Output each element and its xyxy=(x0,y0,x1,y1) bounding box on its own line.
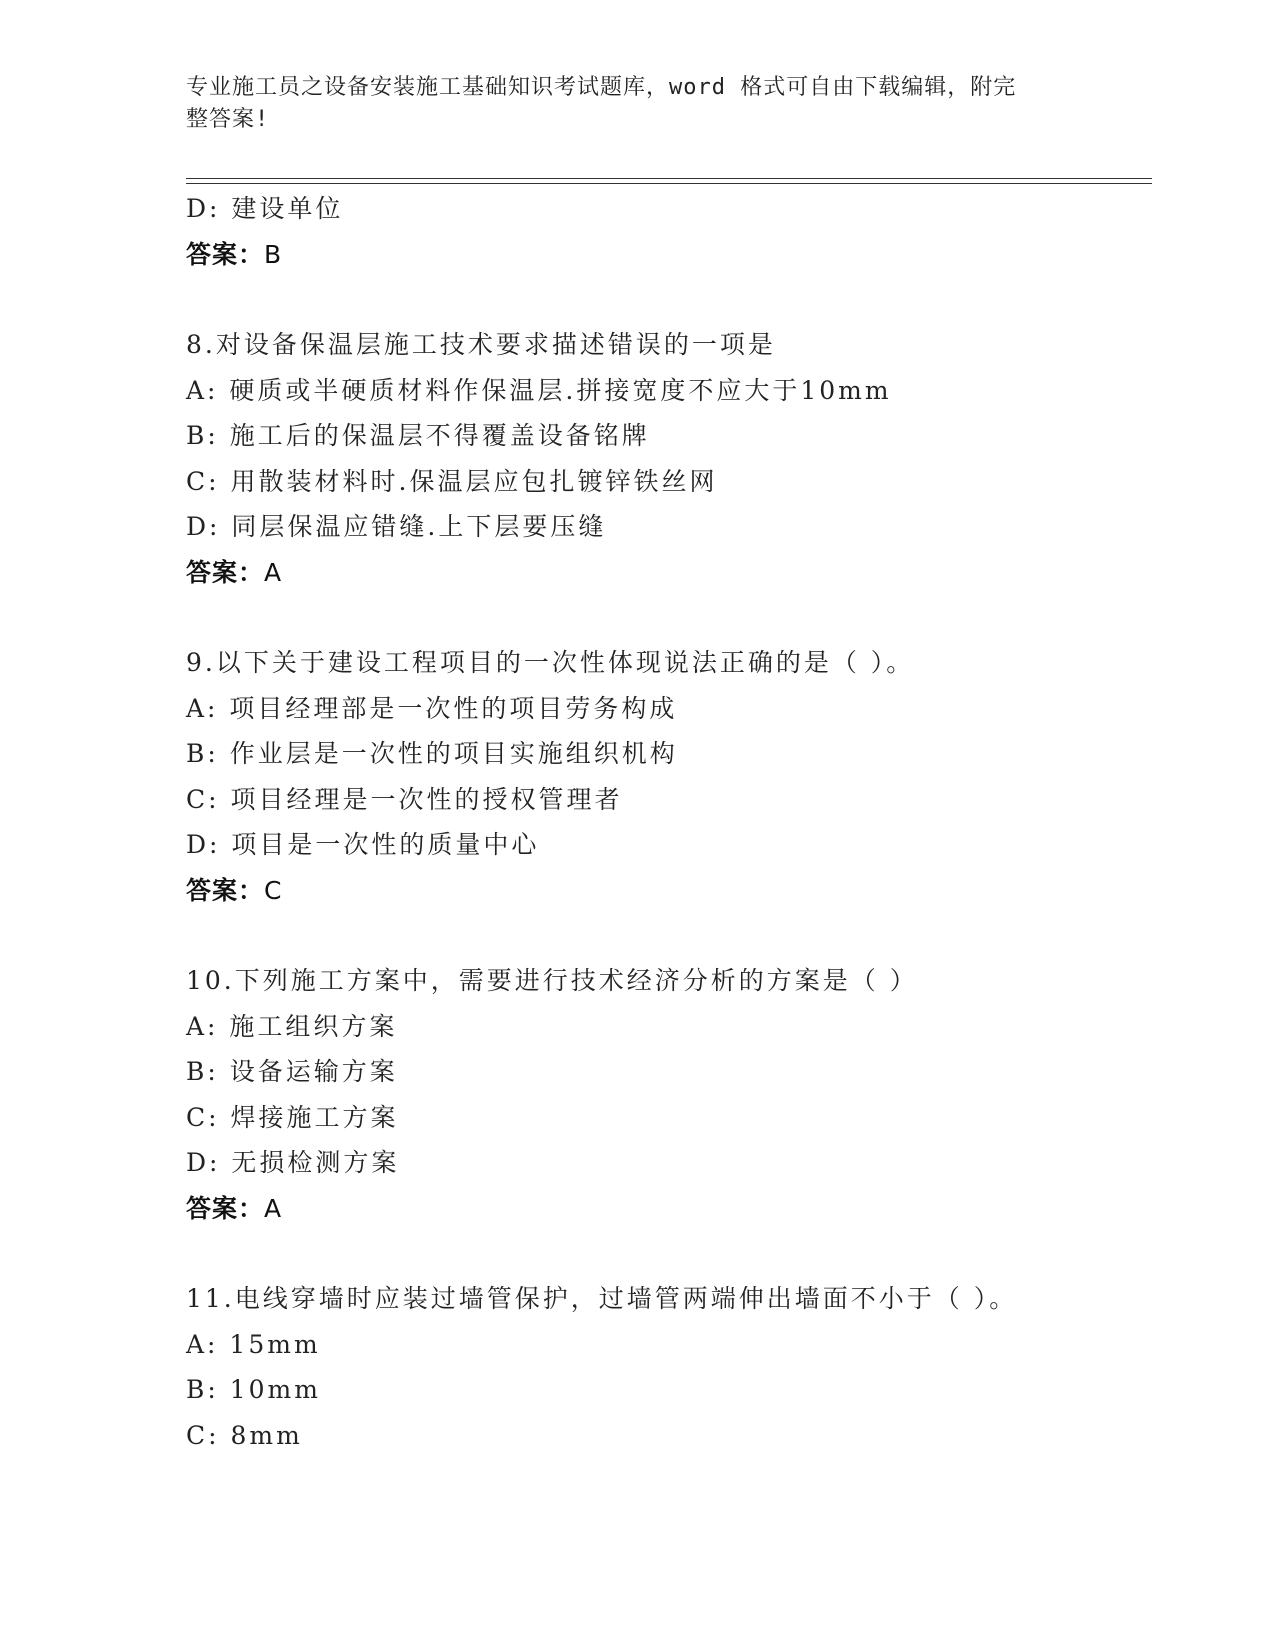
answer-value: A xyxy=(264,1193,283,1223)
answer-value: B xyxy=(264,239,283,269)
option-b: B: 10mm xyxy=(186,1375,321,1404)
answer-line xyxy=(186,1186,1146,1232)
option-c: C: 8mm xyxy=(186,1420,303,1450)
option-a: A: 项目经理部是一次性的项目劳务构成 xyxy=(186,693,678,723)
answer-value: A xyxy=(264,557,283,587)
answer-line xyxy=(186,868,1146,914)
answer-label: 答案： xyxy=(186,1193,265,1223)
option-d: D: 同层保温应错缝.上下层要压缝 xyxy=(186,512,607,541)
answer-line xyxy=(186,550,1146,596)
header-divider-bottom xyxy=(186,183,1152,184)
option-c: C: 焊接施工方案 xyxy=(186,1102,399,1132)
question-title: 9.以下关于建设工程项目的一次性体现说法正确的是（ ）。 xyxy=(186,648,915,677)
question-title: 10.下列施工方案中，需要进行技术经济分析的方案是（ ） xyxy=(186,966,918,995)
option-a: A: 15mm xyxy=(186,1329,321,1359)
question-fragment xyxy=(186,186,1146,277)
option-d: D: 无损检测方案 xyxy=(186,1148,400,1177)
question-title: 8.对设备保温层施工技术要求描述错误的一项是 xyxy=(186,330,776,359)
option-b: B: 作业层是一次性的项目实施组织机构 xyxy=(186,739,678,768)
header-line-1: 专业施工员之设备安装施工基础知识考试题库，word 格式可自由下载编辑，附完 xyxy=(186,75,1017,100)
document-header xyxy=(186,72,1066,136)
option-c: C: 用散装材料时.保温层应包扎镀锌铁丝网 xyxy=(186,466,718,496)
option-c: C: 项目经理是一次性的授权管理者 xyxy=(186,784,623,814)
question-10 xyxy=(186,958,1146,1231)
option-a: A: 硬质或半硬质材料作保温层.拼接宽度不应大于10mm xyxy=(186,375,892,405)
option-d: D: 项目是一次性的质量中心 xyxy=(186,830,540,859)
answer-line xyxy=(186,232,1146,278)
question-title: 11.电线穿墙时应装过墙管保护，过墙管两端伸出墙面不小于（ ）。 xyxy=(186,1284,1018,1313)
option-b: B: 设备运输方案 xyxy=(186,1057,398,1086)
question-9 xyxy=(186,640,1146,913)
question-list xyxy=(186,186,1146,1458)
header-divider-top xyxy=(186,178,1152,179)
header-line-2: 整答案! xyxy=(186,107,270,132)
answer-value: C xyxy=(264,875,283,905)
option-a: A: 施工组织方案 xyxy=(186,1011,398,1041)
question-8 xyxy=(186,322,1146,595)
answer-label: 答案： xyxy=(186,239,265,269)
option-b: B: 施工后的保温层不得覆盖设备铭牌 xyxy=(186,421,650,450)
answer-label: 答案： xyxy=(186,557,265,587)
answer-label: 答案： xyxy=(186,875,265,905)
option-d: D: 建设单位 xyxy=(186,194,344,223)
question-11 xyxy=(186,1276,1146,1458)
